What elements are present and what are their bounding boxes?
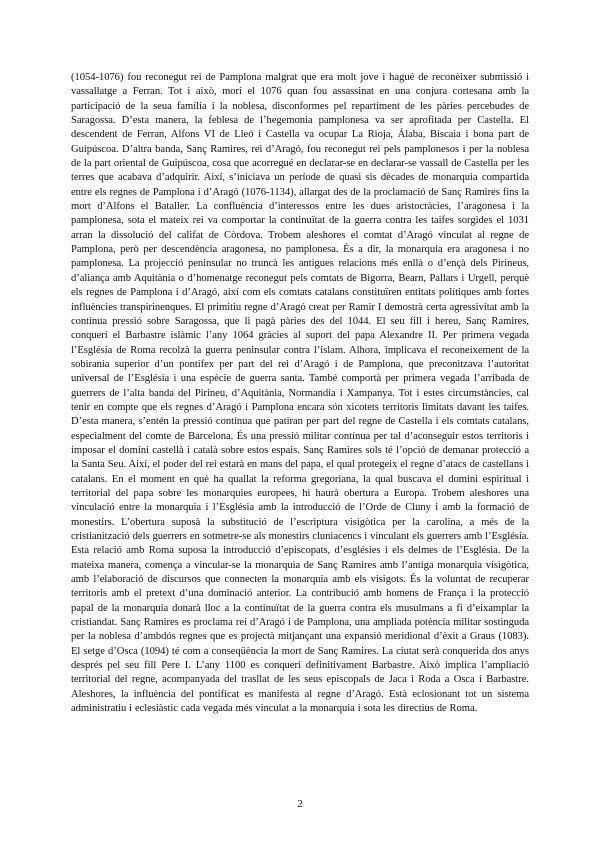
page-number: 2 <box>297 798 303 810</box>
body-paragraph: (1054-1076) fou reconegut rei de Pamplona malgrat que era molt jove i hagué de reconèixer submissió i vassallatge a Ferran. Tot i això, morí el 1076 quan fou assassinat en una conjura cortesana amb la participació de la seua família i la noblesa, disconformes pel repartiment de les pàries percebudes de Saragossa. D’esta manera, la feblesa de l’hegemonia pamplonesa va ser aprofitada per Castella. El descendent de Ferran, Alfons VI de Lleó i Castella va ocupar La Rioja, Álaba, Biscaia i bona part de Guipúscoa. D’altra banda, Sanç Ramires, rei d’Aragó, fou reconegut rei pels pamplonesos i per la noblesa de la part oriental de Guipúscoa, cosa que acorregué en declarar-se en declarar-se vassall de Castella per les terres que acabava d’adquirir. Així, s’iniciava un període de quasi sis dècades de monarquia compartida entre els regnes de Pamplona i d’Aragó (1076-1134), allargat des de la proclamació de Sanç Ramires fins la mort d’Alfons el Bataller. La confluència d’interessos entre les dues aristocràcies, l’aragonesa i la pamplonesa, sota el mateix rei va comportar la continuïtat de la guerra contra les taifes sorgides el 1031 arran la dissolució del califat de Còrdova. Trobem aleshores el comtat d’Aragó vinculat al regne de Pamplona, però per descendència aragonesa, no pamplonesa. És a dir, la monarquia era aragonesa i no pamplonesa. La projecció peninsular no truncà les antigues relacions més enllà o d’ençà dels Pirineus, d’aliança amb Aquitània o d’homenatge reconegut pels comtats de Bigorra, Bearn, Pallars i Urgell, perquè els regnes de Pamplona i d’Aragó, així com els comtats catalans constituïren entitats polítiques amb fortes influències transpirinenques. El primitiu regne d’Aragó creat per Ramir I demostrà certa agressivitat amb la contínua pressió sobre Saragossa, que li pagà pàries des del 1044. El seu fill i hereu, Sanç Ramires, conquerí el Barbastre islàmic l’any 1064 gràcies al suport del papa Alexandre II. Per primera vegada l’Església de Roma recolzà la guerra peninsular contra l’islam. Alhora, implicava el reconeixement de la sobirania superior d’un pontífex per part del rei d’Aragó i de Pamplona, que preconitzava l’autoritat universal de l’Església i una espècie de guerra santa. També comportà per primera vegada l’arribada de guerrers de l’alta banda del Pirineu, d’Aquitània, Normandia i Xampanya. Tot i estes circumstàncies, cal tenir en compte que els regnes d’Aragó i Pamplona encara són xicotets territoris limitats davant les taifes. D’esta manera, s’entén la pressió contínua que patiran per part del regne de Castella i els comtats catalans, especialment del comte de Barcelona. És una pressió militar contínua per tal d’aconseguir estos territoris i imposar el domini castellà i català sobre estos espais. Sanç Ramires sols té l’opció de demanar protecció a la Santa Seu. Així, el poder del rei estarà en mans del papa, el qual protegeix el regne d’atacs de castellans i catalans. En el moment en què ha quallat la reforma gregoriana, la qual buscava el domini espiritual i territorial del papa sobre les monarquies europees, hi haurà obertura a Europa. Trobem aleshores una vinculació entre la monarquia i l’Església amb la introducció de l’Orde de Cluny i amb la formació de monestirs. L’obertura suposà la substitució de l’escriptura visigòtica per la carolina, a més de la cristianització dels guerrers en sotmetre-se als monestirs cluniacencs i vinculant els guerrers amb l’Església. Esta relació amb Roma suposa la introducció d’episcopats, d’esglésies i els delmes de l’Església. De la mateixa manera, comença a vincular-se la monarquia de Sanç Ramires amb l’antiga monarquia visigòtica, amb l’elaboració de discursos que connecten la monarquia amb els visigots. És la voluntat de recuperar territoris amb el pretext d’una dominació anterior. La contribució amb homens de França i la protecció papal de la monarquia donarà lloc a la continuïtat de la guerra contra els musulmans a fi d’eixamplar la cristiandat. Sanç Ramires es proclama rei d’Aragó i de Pamplona, una ampliada potència militar sostinguda per la noblesa d’ambdós regnes que es projectà mitjançant una expansió meridional d’èxit a Graus (1083). El setge d’Osca (1094) té com a conseqüència la mort de Sanç Ramires. La ciutat serà conquerida dos anys després pel seu fill Pere I. L’any 1100 es conquerí definitivament Barbastre. Això implica l’ampliació territorial del regne, acompanyada del trasllat de les seus episcopals de Jaca i Roda a Osca i Barbastre. Aleshores, la influència del pontificat es manifesta al regne d’Aragó. Està eclosionant tot un sistema administratiu i eclesiàstic cada vegada més vinculat a la monarquia i sota les directius de Roma. <box>71 72 529 715</box>
